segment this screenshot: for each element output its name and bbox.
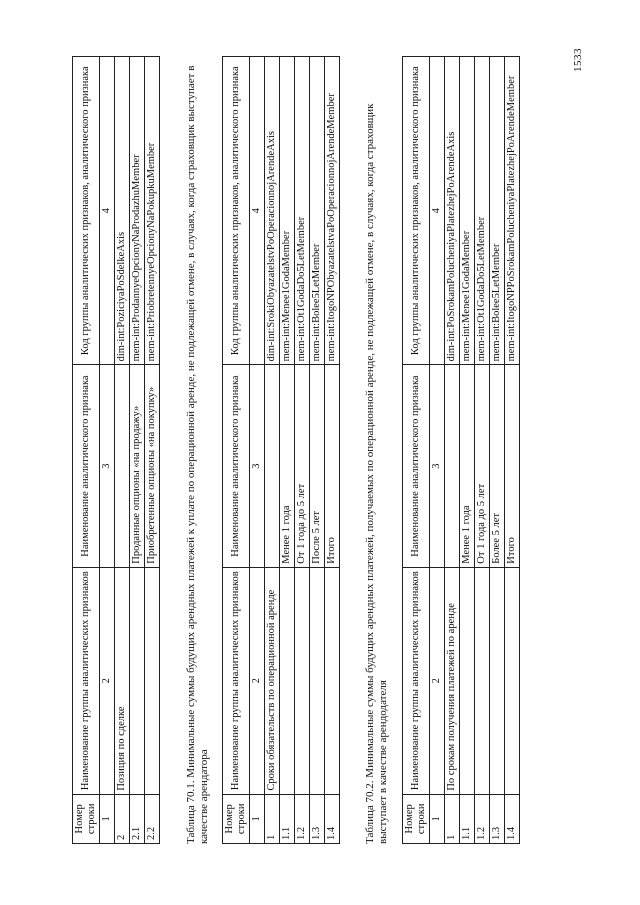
cell-row-number: 1.2 bbox=[295, 794, 310, 843]
header-code: Код группы аналитических признаков, аналитического признака bbox=[73, 57, 100, 365]
table-options bbox=[72, 56, 160, 844]
cell-row-number: 2.2 bbox=[145, 794, 160, 843]
column-number: 2 bbox=[250, 567, 265, 794]
header-group-name: Наименование группы аналитических признаков bbox=[73, 567, 100, 794]
cell-group-name bbox=[280, 567, 295, 794]
cell-feature-name bbox=[115, 365, 130, 567]
cell-feature-name: Менее 1 года bbox=[460, 365, 475, 567]
page-number: 1533 bbox=[572, 48, 584, 72]
cell-group-name: Сроки обязательств по операционной аренде bbox=[265, 567, 280, 794]
table-70-2-caption: Таблица 70.2. Минимальные суммы будущих арендных платежей, получаемых по операционной аренде, не подлежащей отмене, в случаях, когда страховщик выступает в качестве арендодателя bbox=[364, 103, 389, 844]
column-number: 4 bbox=[250, 57, 265, 365]
cell-group-name bbox=[145, 567, 160, 794]
table-row bbox=[130, 57, 145, 844]
table-header-row bbox=[73, 57, 100, 844]
cell-code: mem-int:ItogoNPObyazatelstvaPoOperacionnojArendeMember bbox=[325, 57, 340, 365]
table-row bbox=[145, 57, 160, 844]
column-number: 2 bbox=[430, 567, 445, 794]
table-header-row bbox=[223, 57, 250, 844]
cell-feature-name: Более 5 лет bbox=[490, 365, 505, 567]
header-row-number: Номер строки bbox=[73, 794, 100, 843]
cell-code: mem-int:Ot1GodaDo5LetMember bbox=[295, 57, 310, 365]
header-row-number: Номер строки bbox=[403, 794, 430, 843]
column-number: 3 bbox=[100, 365, 115, 567]
cell-feature-name bbox=[265, 365, 280, 567]
cell-code: mem-int:Menee1GodaMember bbox=[280, 57, 295, 365]
header-row-number: Номер строки bbox=[223, 794, 250, 843]
cell-group-name: Позиция по сделке bbox=[115, 567, 130, 794]
cell-code: mem-int:Menee1GodaMember bbox=[460, 57, 475, 365]
table-row bbox=[115, 57, 130, 844]
cell-code: mem-int:Bolee5LetMember bbox=[310, 57, 325, 365]
cell-group-name bbox=[505, 567, 520, 794]
cell-feature-name: Итого bbox=[505, 365, 520, 567]
cell-row-number: 1.4 bbox=[325, 794, 340, 843]
rotated-content bbox=[72, 48, 612, 844]
table-column-number-row bbox=[100, 57, 115, 844]
cell-feature-name: Менее 1 года bbox=[280, 365, 295, 567]
cell-group-name bbox=[490, 567, 505, 794]
table-70-1-caption: Таблица 70.1. Минимальные суммы будущих арендных платежей к уплате по операционной аренде, не подлежащей отмене, в случаях, когда страховщик выступает в качестве арендатора bbox=[185, 65, 210, 844]
table-row bbox=[325, 57, 340, 844]
column-number: 1 bbox=[250, 794, 265, 843]
cell-code: dim-int:PoSrokamPolucheniyaPlatezhejPoArendeAxis bbox=[445, 57, 460, 365]
cell-row-number: 2 bbox=[115, 794, 130, 843]
table-row bbox=[265, 57, 280, 844]
cell-group-name bbox=[475, 567, 490, 794]
cell-code: dim-int:SrokiObyazatelstvPoOperacionnojArendeAxis bbox=[265, 57, 280, 365]
column-number: 4 bbox=[430, 57, 445, 365]
header-feature-name: Наименование аналитического признака bbox=[403, 365, 430, 567]
header-feature-name: Наименование аналитического признака bbox=[223, 365, 250, 567]
header-feature-name: Наименование аналитического признака bbox=[73, 365, 100, 567]
cell-feature-name: От 1 года до 5 лет bbox=[295, 365, 310, 567]
table-column-number-row bbox=[430, 57, 445, 844]
column-number: 3 bbox=[250, 365, 265, 567]
cell-group-name bbox=[295, 567, 310, 794]
table-column-number-row bbox=[250, 57, 265, 844]
table-row bbox=[280, 57, 295, 844]
cell-row-number: 1.4 bbox=[505, 794, 520, 843]
cell-code: mem-int:ItogoNPPoSrokamPolucheniyaPlatezhejPoArendeMember bbox=[505, 57, 520, 365]
cell-group-name bbox=[310, 567, 325, 794]
header-group-name: Наименование группы аналитических признаков bbox=[403, 567, 430, 794]
cell-code: mem-int:Bolee5LetMember bbox=[490, 57, 505, 365]
table-row bbox=[460, 57, 475, 844]
cell-code: mem-int:ProdannyeOpcionyNaProdazhuMember bbox=[130, 57, 145, 365]
cell-feature-name bbox=[445, 365, 460, 567]
cell-row-number: 2.1 bbox=[130, 794, 145, 843]
table-row bbox=[505, 57, 520, 844]
table-row bbox=[310, 57, 325, 844]
cell-group-name bbox=[325, 567, 340, 794]
cell-row-number: 1.2 bbox=[475, 794, 490, 843]
cell-feature-name: После 5 лет bbox=[310, 365, 325, 567]
cell-feature-name: Проданные опционы «на продажу» bbox=[130, 365, 145, 567]
cell-code: mem-int:Ot1GodaDo5LetMember bbox=[475, 57, 490, 365]
cell-code: mem-int:PriobretennyeOpcionyNaPokupkuMember bbox=[145, 57, 160, 365]
cell-feature-name: Приобретенные опционы «на покупку» bbox=[145, 365, 160, 567]
cell-row-number: 1 bbox=[445, 794, 460, 843]
cell-row-number: 1.1 bbox=[460, 794, 475, 843]
header-code: Код группы аналитических признаков, аналитического признака bbox=[403, 57, 430, 365]
cell-row-number: 1.1 bbox=[280, 794, 295, 843]
column-number: 1 bbox=[430, 794, 445, 843]
table-row bbox=[490, 57, 505, 844]
cell-row-number: 1.3 bbox=[490, 794, 505, 843]
column-number: 2 bbox=[100, 567, 115, 794]
column-number: 1 bbox=[100, 794, 115, 843]
cell-feature-name: Итого bbox=[325, 365, 340, 567]
cell-code: dim-int:PoziciyaPoSdelkeAxis bbox=[115, 57, 130, 365]
column-number: 4 bbox=[100, 57, 115, 365]
cell-row-number: 1 bbox=[265, 794, 280, 843]
cell-group-name bbox=[460, 567, 475, 794]
table-70-1 bbox=[222, 56, 340, 844]
header-group-name: Наименование группы аналитических признаков bbox=[223, 567, 250, 794]
column-number: 3 bbox=[430, 365, 445, 567]
cell-group-name bbox=[130, 567, 145, 794]
table-header-row bbox=[403, 57, 430, 844]
cell-row-number: 1.3 bbox=[310, 794, 325, 843]
table-70-2 bbox=[402, 56, 520, 844]
cell-feature-name: От 1 года до 5 лет bbox=[475, 365, 490, 567]
table-row bbox=[445, 57, 460, 844]
header-code: Код группы аналитических признаков, аналитического признака bbox=[223, 57, 250, 365]
cell-group-name: По срокам получения платежей по аренде bbox=[445, 567, 460, 794]
table-row bbox=[295, 57, 310, 844]
table-row bbox=[475, 57, 490, 844]
